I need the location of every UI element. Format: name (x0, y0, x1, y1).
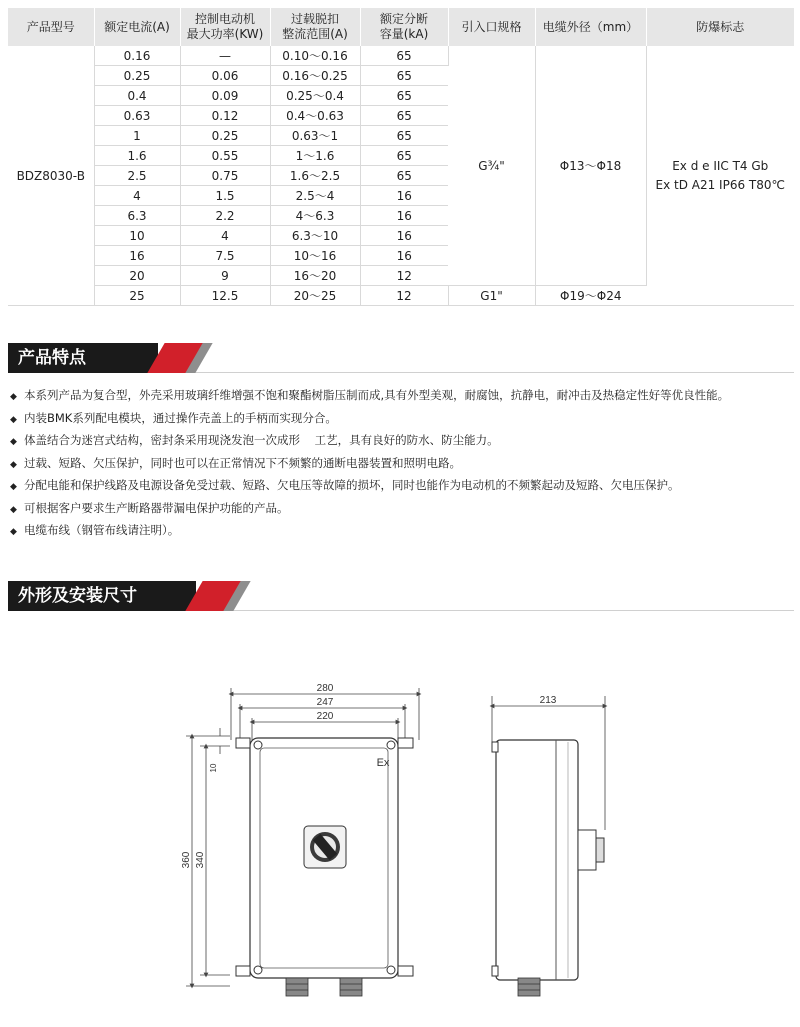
cell-power: 2.2 (180, 206, 270, 226)
header-current: 额定电流(A) (94, 8, 180, 46)
inlet-cell-b: G1" (448, 286, 535, 306)
dim-220-label: 220 (316, 711, 334, 722)
table-row (8, 46, 794, 66)
cell-breaking: 16 (360, 206, 448, 226)
cell-breaking: 65 (360, 146, 448, 166)
cell-power: 0.75 (180, 166, 270, 186)
cell-power: 7.5 (180, 246, 270, 266)
dim-247-label: 247 (316, 697, 334, 708)
header-cable: 电缆外径（mm） (535, 8, 646, 46)
list-item (10, 385, 790, 408)
dim-213-label: 213 (539, 695, 557, 706)
cell-power: 9 (180, 266, 270, 286)
cell-range: 16～20 (270, 266, 360, 286)
list-item (10, 453, 790, 476)
cell-range: 6.3～10 (270, 226, 360, 246)
ex-label: Ex (376, 757, 390, 769)
cell-power: 0.25 (180, 126, 270, 146)
cell-current: 0.25 (94, 66, 180, 86)
cell-breaking: 65 (360, 66, 448, 86)
cable-cell-b: Φ19～Φ24 (535, 286, 646, 306)
diamond-bullet-icon: ◆ (10, 414, 17, 425)
list-item (10, 475, 790, 498)
diamond-bullet-icon: ◆ (10, 527, 17, 537)
diamond-bullet-icon: ◆ (10, 504, 17, 515)
cell-power: 4 (180, 226, 270, 246)
ex-mark-cell (646, 46, 794, 306)
model-cell: BDZ8030-B (8, 46, 94, 306)
diamond-bullet-icon: ◆ (10, 459, 17, 470)
cell-current: 0.63 (94, 106, 180, 126)
feature-text: 过载、短路、欠压保护，同时也可以在正常情况下不频繁的通断电器装置和照明电路。 (24, 455, 461, 470)
header-inlet: 引入口规格 (448, 8, 535, 46)
cell-breaking: 16 (360, 186, 448, 206)
cable-cell-a: Φ13～Φ18 (535, 46, 646, 286)
cell-current: 10 (94, 226, 180, 246)
cell-range: 0.63～1 (270, 126, 360, 146)
header-model: 产品型号 (8, 8, 94, 46)
cell-breaking: 16 (360, 226, 448, 246)
cell-range: 4～6.3 (270, 206, 360, 226)
feature-text: 内装BMK系列配电模块，通过操作壳盖上的手柄而实现分合。 (24, 410, 337, 425)
cell-range: 10～16 (270, 246, 360, 266)
cell-range: 0.16～0.25 (270, 66, 360, 86)
front-view (236, 738, 413, 996)
header-line-1: 额定分断 (379, 12, 428, 26)
cell-power: 1.5 (180, 186, 270, 206)
feature-text: 体盖结合为迷宫式结构，密封条采用现浇发泡一次成形 工艺，具有良好的防水、防尘能力。 (24, 433, 499, 447)
spec-table (8, 8, 794, 306)
diamond-bullet-icon: ◆ (10, 482, 17, 492)
dimensions-section-header (8, 581, 794, 611)
diamond-bullet-icon: ◆ (10, 392, 17, 402)
dimension-drawing (0, 670, 800, 1027)
cell-breaking: 65 (360, 106, 448, 126)
cell-breaking: 12 (360, 286, 448, 306)
cell-current: 1 (94, 126, 180, 146)
cell-power: 0.06 (180, 66, 270, 86)
table-header-row (8, 8, 794, 46)
dim-360-label: 360 (181, 851, 192, 869)
cell-breaking: 65 (360, 126, 448, 146)
feature-text: 可根据客户要求生产断路器带漏电保护功能的产品。 (24, 500, 289, 515)
cell-current: 20 (94, 266, 180, 286)
list-item (10, 430, 790, 453)
feature-text: 分配电能和保护线路及电源设备免受过载、短路、欠电压等故障的损坏，同时也能作为电动机的不频繁起动及短路、欠电压保护。 (24, 478, 680, 492)
cell-breaking: 65 (360, 46, 448, 66)
cell-range: 0.25～0.4 (270, 86, 360, 106)
cell-range: 0.4～0.63 (270, 106, 360, 126)
cell-range: 1～1.6 (270, 146, 360, 166)
header-line-1: 控制电动机 (194, 12, 255, 26)
cell-power: 0.09 (180, 86, 270, 106)
header-line-1: 过载脱扣 (290, 12, 339, 26)
cell-power: 0.55 (180, 146, 270, 166)
header-line-2: 容量(kA) (379, 27, 429, 41)
ex-mark-line-2: Ex tD A21 IP66 T80℃ (655, 177, 785, 192)
cell-power: 12.5 (180, 286, 270, 306)
cell-current: 0.4 (94, 86, 180, 106)
cell-breaking: 65 (360, 86, 448, 106)
cell-current: 2.5 (94, 166, 180, 186)
cell-current: 0.16 (94, 46, 180, 66)
header-breaking (360, 8, 448, 46)
cell-range: 1.6～2.5 (270, 166, 360, 186)
ex-mark-line-1: Ex d e IIC T4 Gb (672, 158, 769, 173)
inlet-cell-a: G¾" (448, 46, 535, 286)
dim-280-label: 280 (316, 683, 334, 694)
cell-range: 2.5～4 (270, 186, 360, 206)
list-item (10, 408, 790, 431)
cell-current: 25 (94, 286, 180, 306)
cell-current: 4 (94, 186, 180, 206)
list-item (10, 520, 790, 543)
features-title: 产品特点 (8, 343, 158, 373)
features-section-header (8, 343, 794, 373)
header-line-2: 整流范围(A) (282, 27, 348, 41)
list-item (10, 498, 790, 521)
feature-text: 本系列产品为复合型，外壳采用玻璃纤维增强不饱和聚酯树脂压制而成,具有外型美观，耐腐蚀，抗静电，耐冲击及热稳定性好等优良性能。 (24, 388, 730, 402)
cell-current: 6.3 (94, 206, 180, 226)
cell-range: 20～25 (270, 286, 360, 306)
cell-power: — (180, 46, 270, 66)
diamond-bullet-icon: ◆ (10, 437, 17, 447)
header-line-2: 最大功率(KW) (186, 27, 264, 41)
cell-current: 16 (94, 246, 180, 266)
cell-breaking: 16 (360, 246, 448, 266)
dimensions-title: 外形及安装尺寸 (8, 581, 196, 611)
dim-10-label: 10 (209, 763, 218, 773)
cell-current: 1.6 (94, 146, 180, 166)
header-power (180, 8, 270, 46)
side-view (492, 740, 604, 996)
cell-power: 0.12 (180, 106, 270, 126)
feature-text: 电缆布线（钢管布线请注明）。 (24, 523, 180, 537)
header-range (270, 8, 360, 46)
features-list (10, 385, 790, 543)
cell-breaking: 65 (360, 166, 448, 186)
header-ex-mark: 防爆标志 (646, 8, 794, 46)
cell-breaking: 12 (360, 266, 448, 286)
cell-range: 0.10～0.16 (270, 46, 360, 66)
dim-340-label: 340 (195, 851, 206, 869)
